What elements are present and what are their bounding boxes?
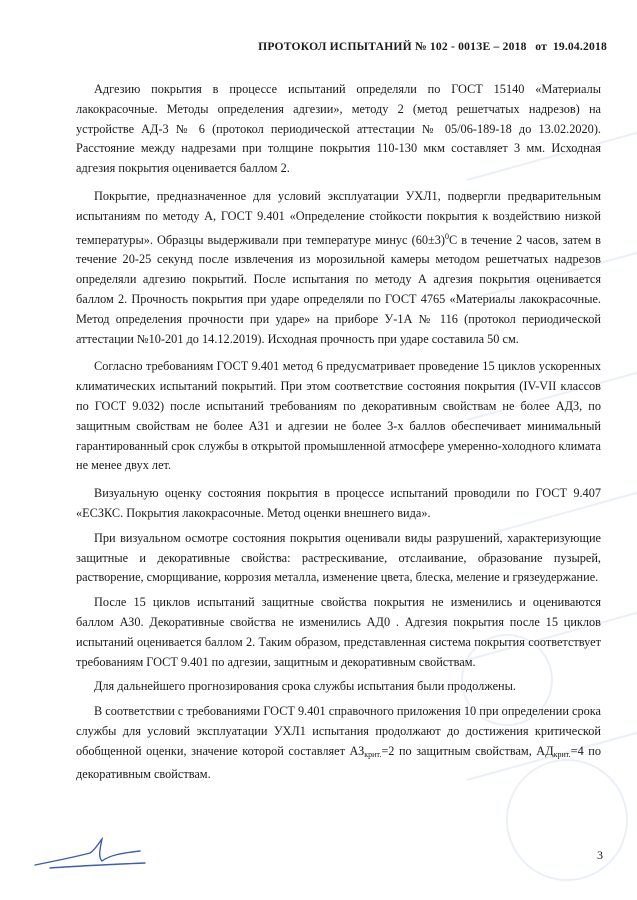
protocol-title: ПРОТОКОЛ ИСПЫТАНИЙ № 102 - 001ЗЕ – 2018 xyxy=(258,40,527,53)
subscript-crit-2: крит. xyxy=(553,749,571,759)
para2-part1: Покрытие, предназначенное для условий эксплуатации УХЛ1, подвергли предварительным испытаниям по методу А, ГОСТ 9.401 «Определение стойкости покрытия к воздействию низкой температуры». Образцы выдерживали при температуре минус (60±3) xyxy=(76,188,601,247)
paragraph-cold-test xyxy=(76,187,601,349)
last-para-part3: =4 по декоративным свойствам. xyxy=(76,743,601,781)
paragraph-cycles: Согласно требованиям ГОСТ 9.401 метод 6 предусматривает проведение 15 циклов ускоренных климатических испытаний покрытий. При этом соответствие состояния покрытия (IV-VII классов по ГОСТ 9.032) после испытаний требованиям по декоративным свойствам не более АД3, по защитным свойствам не более АЗ1 и адгезии не более 3-х баллов обеспечивает минимальный гарантированный срок службы в открытой промышленной атмосфере умеренно-холодного климата не менее двух лет. xyxy=(76,359,601,473)
page-number: 3 xyxy=(597,848,603,862)
protocol-date: 19.04.2018 xyxy=(552,40,607,53)
subscript-crit-1: крит. xyxy=(364,749,382,759)
paragraph-visual-assessment: Визуальную оценку состояния покрытия в процессе испытаний проводили по ГОСТ 9.407 «ЕСЗКС. Покрытия лакокрасочные. Метод оценки внешнего вида». xyxy=(76,486,601,520)
para2-part2: С в течение 2 часов, затем в течение 20-25 секунд после извлечения из морозильной камеры методом решетчатых надрезов определяли адгезию покрытий. После испытания по методу А адгезия покрытия оценивается баллом 2. Прочность покрытия при ударе определяли по ГОСТ 4765 «Материалы лакокрасочные. Метод определения прочности при ударе» на приборе У-1А № 116 (протокол периодической аттестации №10-201 до 14.12.2019). Исходная прочность при ударе составила 50 см. xyxy=(76,232,601,346)
paragraph-results: После 15 циклов испытаний защитные свойства покрытия не изменились и оцениваются баллом АЗ0. Декоративные свойства не изменились АД0 . Адгезия покрытия после 15 циклов испытаний оценивается баллом 2. Таким образом, представленная система покрытия соответствует требованиям ГОСТ 9.401 по адгезии, защитным и декоративным свойствам. xyxy=(76,595,601,669)
paragraph-critical-assessment xyxy=(76,702,601,784)
paragraph-continuation: Для дальнейшего прогнозирования срока службы испытания были продолжены. xyxy=(94,679,516,694)
last-para-part1: В соответствии с требованиями ГОСТ 9.401 справочного приложения 10 при определении срока службы для условий эксплуатации УХЛ1 испытания продолжают до достижения критической обобщенной оценки, значение которой составляет АЗ xyxy=(76,704,601,758)
date-prefix: от xyxy=(535,40,548,53)
paragraph-adhesion: Адгезию покрытия в процессе испытаний определяли по ГОСТ 15140 «Материалы лакокрасочные. Методы определения адгезии», методу 2 (метод решетчатых надрезов) на устройстве АД-3 № 6 (протокол периодической аттестации № 05/06-189-18 до 13.02.2020). Расстояние между надрезами при толщине покрытия 110-130 мкм составляет 3 мм. Исходная адгезия покрытия оценивается баллом 2. xyxy=(76,82,601,176)
document-body xyxy=(76,80,601,792)
protocol-header xyxy=(40,40,607,53)
last-para-part2: =2 по защитным свойствам, АД xyxy=(381,743,554,758)
degree-superscript: 0 xyxy=(444,231,449,241)
handwritten-signature xyxy=(30,835,150,875)
paragraph-visual-inspection: При визуальном осмотре состояния покрытия оценивали виды разрушений, характеризующие защитные и декоративные свойства: растрескивание, отслаивание, образование пузырей, растворение, сморщивание, коррозия металла, изменение цвета, блеска, меление и грязеудержание. xyxy=(76,530,601,585)
